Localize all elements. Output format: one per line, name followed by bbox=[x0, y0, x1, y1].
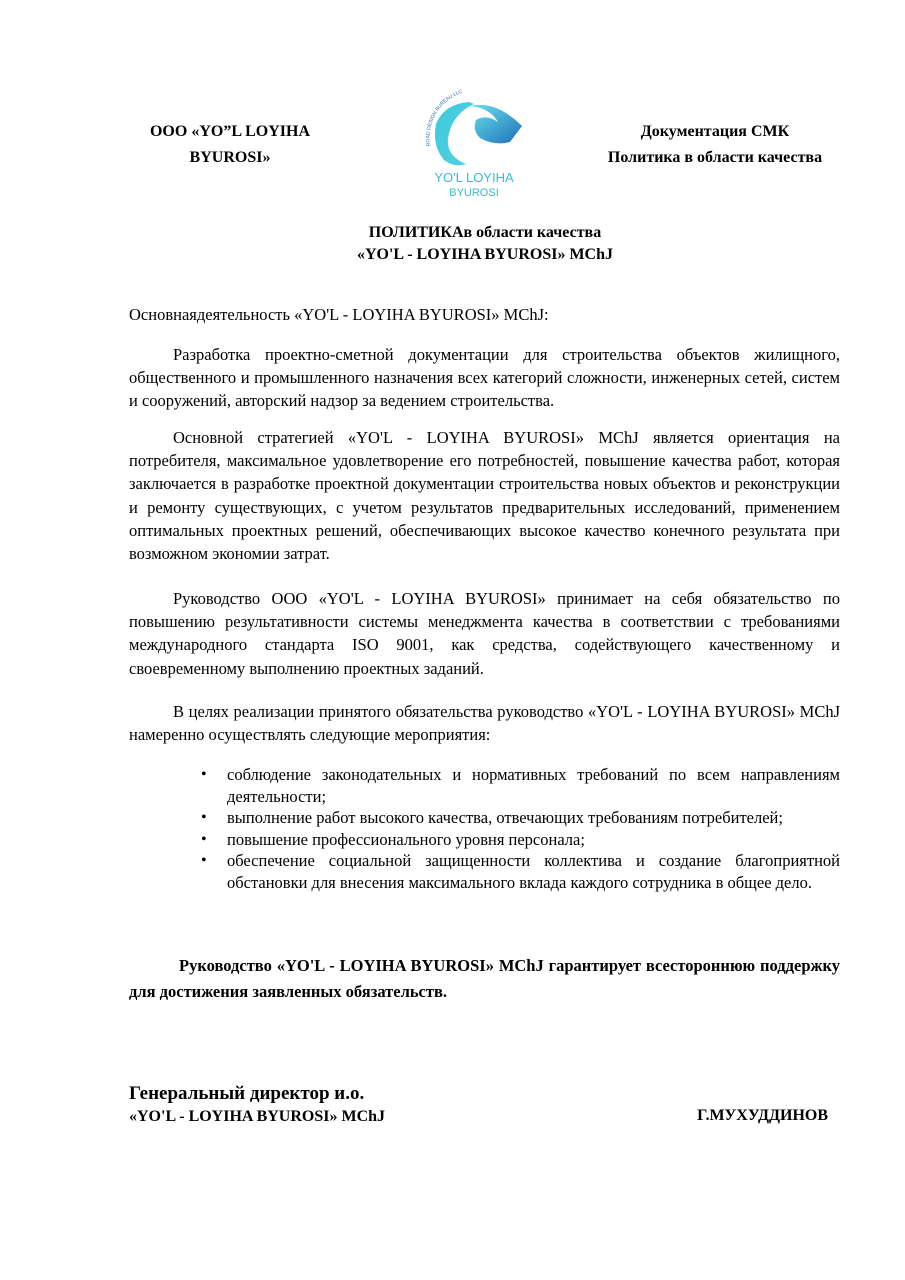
company-name-line1: ООО «YO”L LOYIHA bbox=[149, 123, 311, 140]
list-item: • обеспечение социальной защищенности коллектива и создание благоприятной обстановки для внесения максимального вклада каждого сотрудника в общее дело. bbox=[196, 850, 840, 893]
company-name-line2: BYUROSI» bbox=[189, 149, 271, 166]
document-type-line1: Документация СМК bbox=[640, 123, 790, 140]
signature-block bbox=[129, 1082, 385, 1128]
paragraph-strategy: Основной стратегией «YO'L - LOYIHA BYUROSI» MChJ является ориентация на потребителя, максимальное удовлетворение его потребностей, повышение качества работ, которая заключается в разработке проектной документации строительства новых объектов и реконструкции и ремонту существующих, с учетом результатов предварительных исследований, применением оптимальных проектных решений, обеспечивающих высокое качество конечного результата при возможном экономии затрат. bbox=[129, 428, 840, 564]
paragraph-measures: В целях реализации принятого обязательства руководство «YO'L - LOYIHA BYUROSI» MChJ намеренно осуществлять следующие мероприятия: bbox=[129, 702, 840, 745]
document-title-line2: «YO'L - LOYIHA BYUROSI» MChJ bbox=[356, 246, 614, 263]
document-type-line2: Политика в области качества bbox=[607, 149, 823, 166]
signatory-role: Генеральный директор и.о. bbox=[129, 1083, 365, 1104]
list-item: • выполнение работ высокого качества, отвечающих требованиям потребителей; bbox=[196, 807, 840, 829]
intro-paragraph: Основнаядеятельность «YO'L - LOYIHA BYUROSI» MChJ: bbox=[129, 305, 549, 324]
closing-statement: Руководство «YO'L - LOYIHA BYUROSI» MChJ гарантирует всестороннюю поддержку для достижения заявленных обязательств. bbox=[129, 956, 840, 1001]
paragraph-commitment: Руководство ООО «YO'L - LOYIHA BYUROSI» принимает на себя обязательство по повышению результативности системы менеджмента качества в соответствии с требованиями международного стандарта ISO 9001, как средства, содействующего качественному и своевременному выполнению проектных заданий. bbox=[129, 589, 840, 678]
company-name-header bbox=[110, 119, 350, 171]
list-item: • соблюдение законодательных и нормативных требований по всем направлениям деятельности; bbox=[196, 764, 840, 807]
document-title bbox=[130, 222, 840, 266]
logo-curved-text: ROAD DESIGN BUREAU LLC bbox=[425, 88, 464, 147]
paragraph-activities: Разработка проектно-сметной документации для строительства объектов жилищного, общественного и промышленного назначения всех категорий сложности, инженерных сетей, систем и сооружений, авторский надзор за ведением строительства. bbox=[129, 345, 840, 411]
logo-text-line2: BYUROSI bbox=[449, 187, 499, 199]
company-logo bbox=[414, 86, 534, 206]
logo-text-line1: YO'L LOYIHA bbox=[434, 170, 514, 185]
document-title-line1: ПОЛИТИКАв области качества bbox=[368, 224, 602, 241]
signatory-name: Г.МУХУДДИНОВ bbox=[697, 1107, 828, 1124]
measures-list bbox=[196, 764, 840, 894]
document-type-header bbox=[570, 119, 860, 171]
signatory-organization: «YO'L - LOYIHA BYUROSI» MChJ bbox=[129, 1108, 386, 1125]
list-item: • повышение профессионального уровня персонала; bbox=[196, 829, 840, 851]
company-logo-icon bbox=[414, 86, 534, 206]
